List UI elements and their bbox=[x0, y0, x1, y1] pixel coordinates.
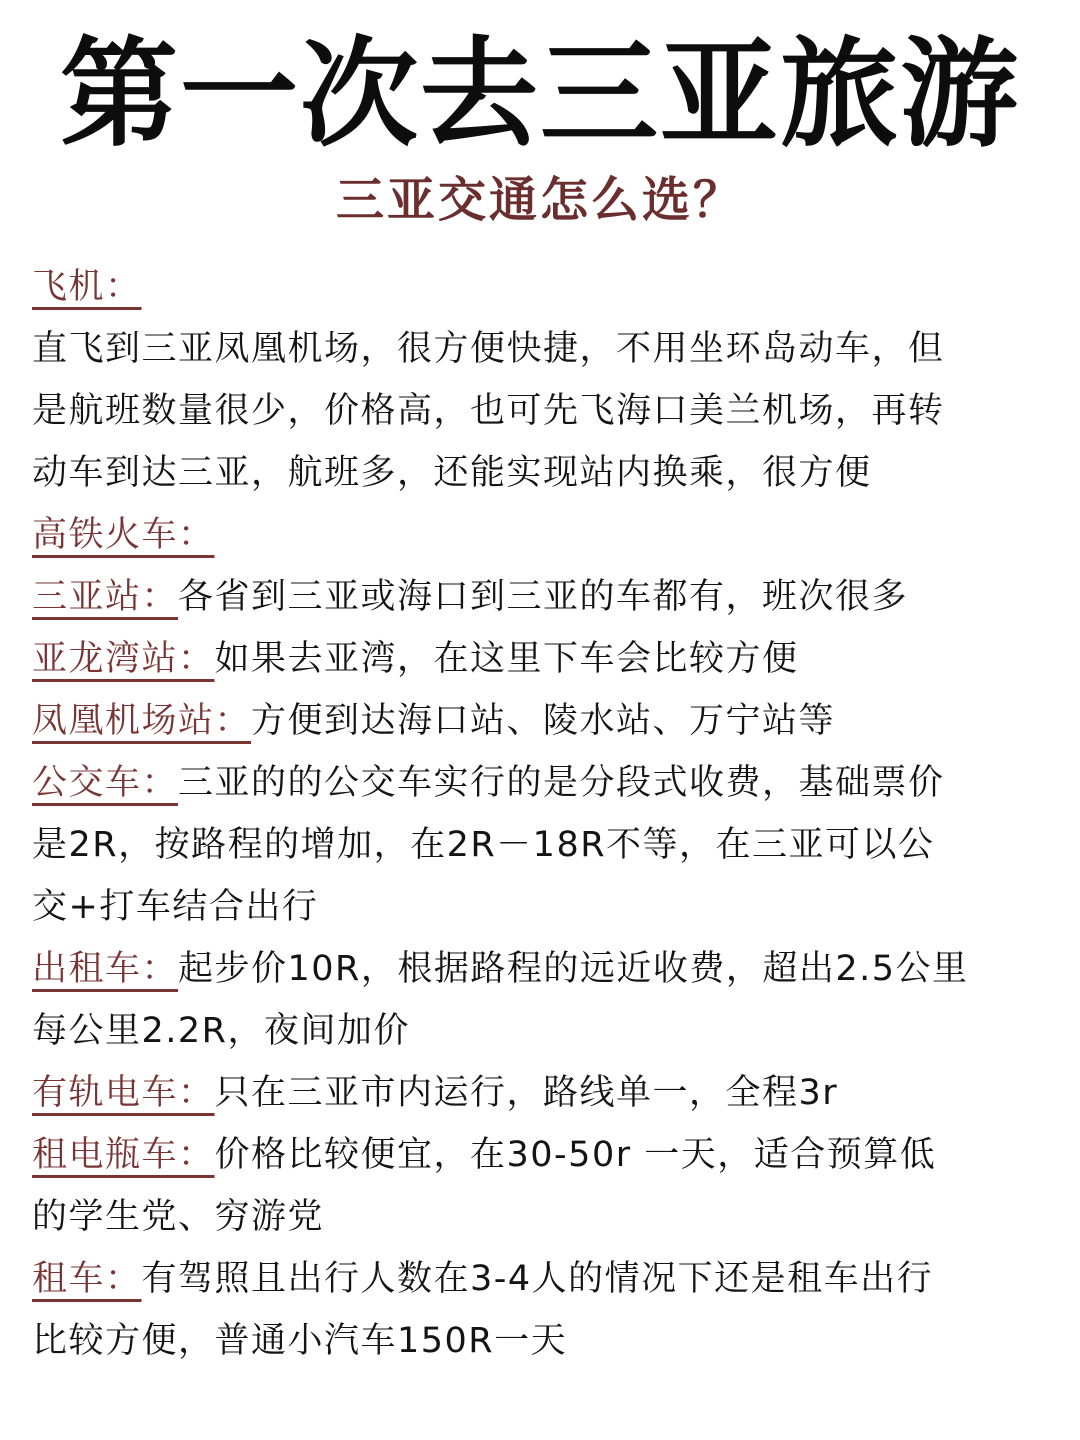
body-text: 三亚的的公交车实行的是分段式收费，基础票价 bbox=[178, 763, 945, 803]
body-text: 各省到三亚或海口到三亚的车都有，班次很多 bbox=[178, 577, 909, 617]
body-text: 只在三亚市内运行，路线单一，全程3r bbox=[214, 1073, 839, 1113]
section-label: 公交车： bbox=[32, 763, 179, 803]
section-label: 高铁火车： bbox=[32, 515, 215, 555]
section-label: 飞机： bbox=[32, 267, 142, 307]
body-line: 是航班数量很少，价格高，也可先飞海口美兰机场，再转 bbox=[32, 391, 945, 431]
article-body bbox=[32, 256, 1062, 1372]
section-plane-heading bbox=[32, 256, 1062, 318]
page-title: 第一次去三亚旅游 bbox=[59, 25, 1020, 163]
body-line: 每公里2.2R，夜间加价 bbox=[32, 1011, 410, 1051]
rail-yalongwan-station bbox=[32, 628, 1062, 690]
section-rail-heading bbox=[32, 504, 1062, 566]
page-subtitle: 三亚交通怎么选？ bbox=[335, 172, 744, 228]
body-text: 有驾照且出行人数在3-4人的情况下还是租车出行 bbox=[141, 1259, 934, 1299]
section-label: 出租车： bbox=[32, 949, 179, 989]
section-label: 有轨电车： bbox=[32, 1073, 215, 1113]
body-line: 的学生党、穷游党 bbox=[32, 1197, 325, 1237]
rail-sanya-station bbox=[32, 566, 1062, 628]
section-label: 租电瓶车： bbox=[32, 1135, 215, 1175]
body-line: 比较方便，普通小汽车150R一天 bbox=[32, 1321, 568, 1361]
section-label: 凤凰机场站： bbox=[32, 701, 252, 741]
section-tram bbox=[32, 1062, 1062, 1124]
section-label: 三亚站： bbox=[32, 577, 179, 617]
body-text: 方便到达海口站、陵水站、万宁站等 bbox=[251, 701, 836, 741]
section-label: 租车： bbox=[32, 1259, 142, 1299]
body-line: 是2R，按路程的增加，在2R－18R不等，在三亚可以公 bbox=[32, 825, 935, 865]
body-text: 价格比较便宜，在30-50r 一天，适合预算低 bbox=[214, 1135, 937, 1175]
section-taxi bbox=[32, 938, 1062, 1000]
section-ebike bbox=[32, 1124, 1062, 1186]
body-line: 交+打车结合出行 bbox=[32, 887, 319, 927]
body-line: 动车到达三亚，航班多，还能实现站内换乘，很方便 bbox=[32, 453, 872, 493]
section-bus bbox=[32, 752, 1062, 814]
body-line: 直飞到三亚凤凰机场，很方便快捷，不用坐环岛动车，但 bbox=[32, 329, 945, 369]
section-label: 亚龙湾站： bbox=[32, 639, 215, 679]
rail-airport-station bbox=[32, 690, 1062, 752]
body-text: 如果去亚湾，在这里下车会比较方便 bbox=[214, 639, 799, 679]
body-text: 起步价10R，根据路程的远近收费，超出2.5公里 bbox=[178, 949, 969, 989]
section-car-rental bbox=[32, 1248, 1062, 1310]
